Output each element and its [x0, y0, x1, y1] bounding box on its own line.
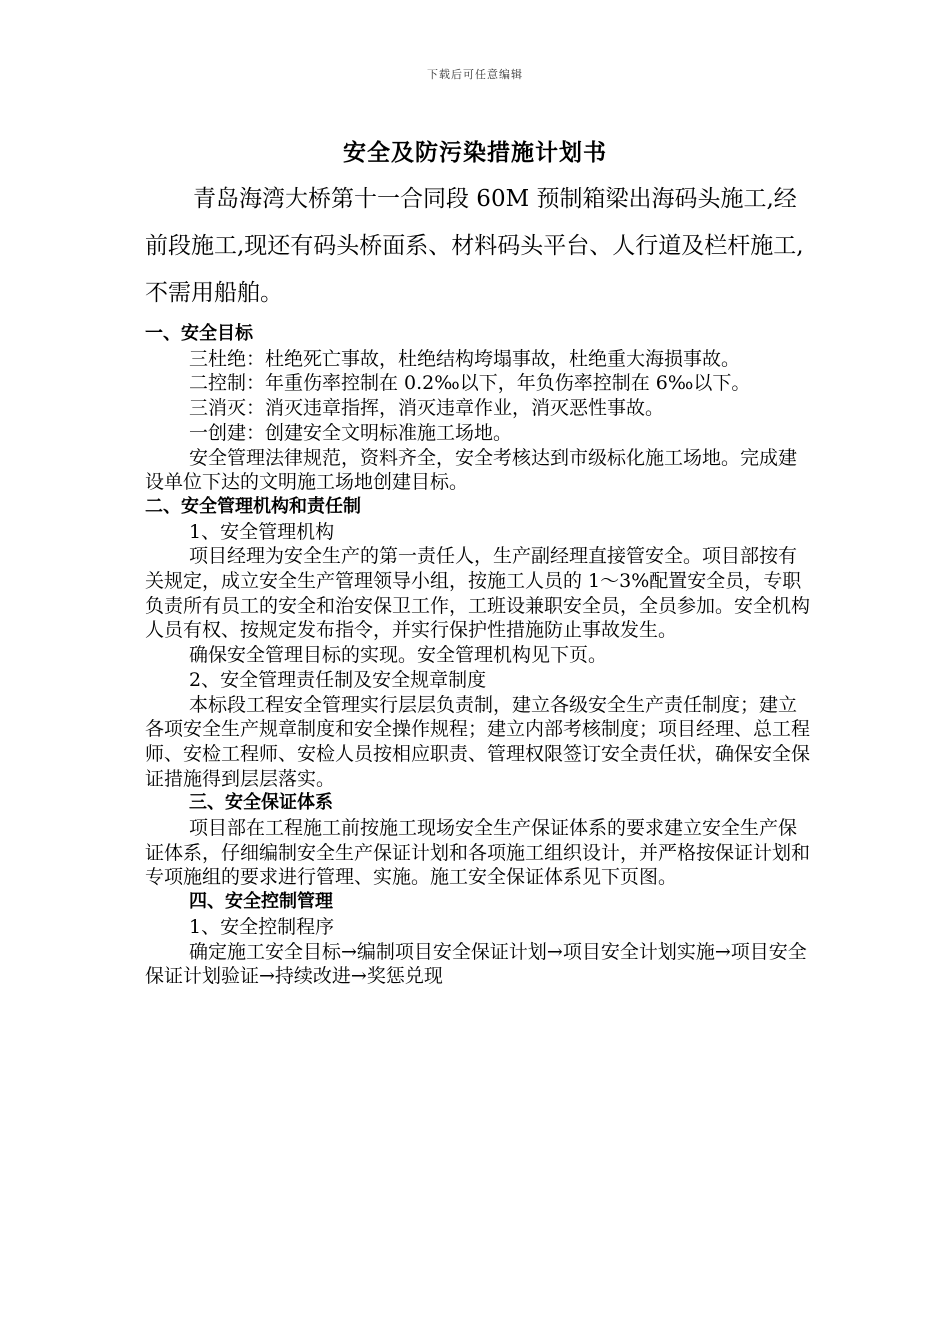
- intro-paragraph: 青岛海湾大桥第十一合同段 60M 预制箱梁出海码头施工,经前段施工,现还有码头桥面系、材料码头平台、人行道及栏杆施工,不需用船舶。: [145, 186, 804, 306]
- subheading: 2、安全管理责任制及安全规章制度: [189, 668, 487, 691]
- section-heading-management-organization: 二、安全管理机构和责任制: [145, 495, 361, 517]
- subheading: 1、安全控制程序: [189, 915, 335, 938]
- paragraph: 项目部在工程施工前按施工现场安全生产保证体系的要求建立安全生产保证体系，仔细编制安全生产保证计划和各项施工组织设计，并严格按保证计划和专项施组的要求进行管理、实施。施工安全保证体系见下页图。: [145, 817, 811, 889]
- paragraph: 三消灭：消灭违章指挥，消灭违章作业，消灭恶性事故。: [189, 397, 665, 420]
- paragraph: 三杜绝：杜绝死亡事故，杜绝结构垮塌事故，杜绝重大海损事故。: [189, 347, 741, 370]
- paragraph: 本标段工程安全管理实行层层负责制，建立各级安全生产责任制度；建立各项安全生产规章制度和安全操作规程；建立内部考核制度；项目经理、总工程师、安检工程师、安检人员按相应职责、管理权限签订安全责任状，确保安全保证措施得到层层落实。: [145, 693, 811, 790]
- paragraph: 二控制：年重伤率控制在 0.2‰以下，年负伤率控制在 6‰以下。: [189, 372, 751, 395]
- section-heading-safety-assurance-system: 三、安全保证体系: [189, 792, 333, 814]
- subheading: 1、安全管理机构: [189, 520, 335, 543]
- section-heading-safety-control-management: 四、安全控制管理: [189, 891, 333, 913]
- paragraph: 安全管理法律规范，资料齐全，安全考核达到市级标化施工场地。完成建设单位下达的文明施工场地创建目标。: [145, 446, 798, 494]
- paragraph: 项目经理为安全生产的第一责任人，生产副经理直接管安全。项目部按有关规定，成立安全生产管理领导小组，按施工人员的 1～3%配置安全员，专职负责所有员工的安全和治安保卫工作，工班设兼职安全员，全员参加。安全机构人员有权、按规定发布指令，并实行保护性措施防止事故发生。: [145, 545, 811, 642]
- section-heading-safety-goals: 一、安全目标: [145, 323, 253, 344]
- paragraph: 确保安全管理目标的实现。安全管理机构见下页。: [189, 644, 608, 667]
- document-title: 安全及防污染措施计划书: [343, 139, 607, 166]
- paragraph: 一创建：创建安全文明标准施工场地。: [189, 421, 513, 444]
- page-header-note: 下载后可任意编辑: [427, 68, 523, 81]
- paragraph: 确定施工安全目标→编制项目安全保证计划→项目安全计划实施→项目安全保证计划验证→持续改进→奖惩兑现: [145, 940, 807, 988]
- document-body: [145, 322, 813, 989]
